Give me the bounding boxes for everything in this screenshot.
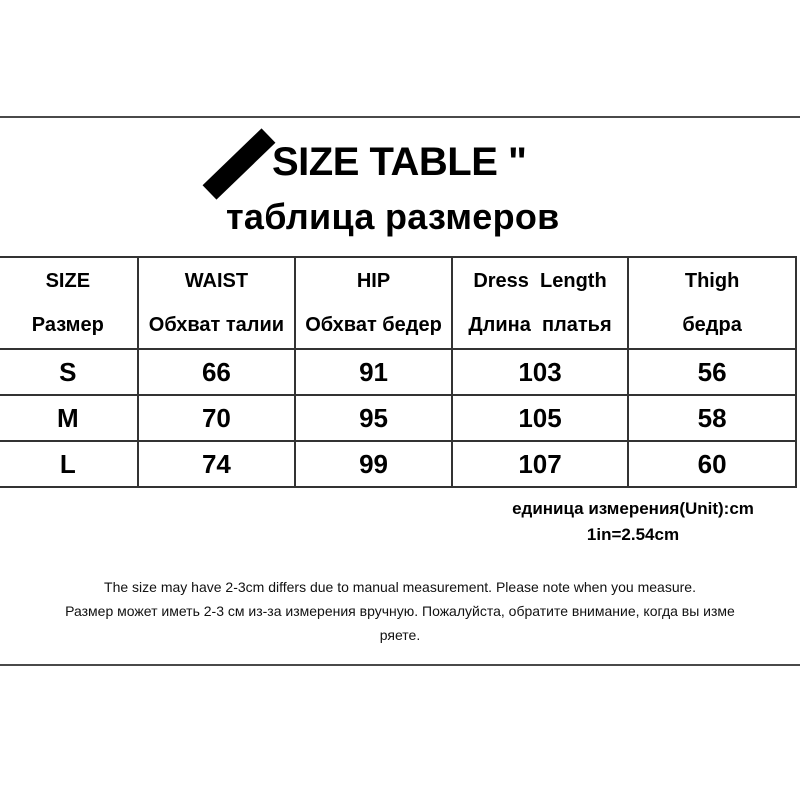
cell-dress-length: 107 bbox=[452, 441, 628, 487]
cell-size: L bbox=[0, 441, 138, 487]
unit-line: единица измерения(Unit):cm bbox=[512, 499, 754, 518]
table-row bbox=[0, 441, 796, 487]
header-cell-waist bbox=[138, 257, 296, 349]
header-label-ru: Длина платья bbox=[468, 314, 612, 336]
cell-size: S bbox=[0, 349, 138, 395]
bottom-divider bbox=[0, 664, 800, 666]
header-label-en: Thigh bbox=[684, 270, 740, 292]
cell-dress-length: 103 bbox=[452, 349, 628, 395]
cell-hip: 95 bbox=[295, 395, 452, 441]
header-cell-dress-length bbox=[452, 257, 628, 349]
header-label-en: WAIST bbox=[184, 270, 249, 292]
header-label-ru: Обхват талии bbox=[148, 314, 285, 336]
size-table bbox=[0, 256, 797, 488]
cell-thigh: 56 bbox=[628, 349, 796, 395]
top-divider bbox=[0, 116, 800, 118]
cell-waist: 70 bbox=[138, 395, 296, 441]
header-label-en: Dress Length bbox=[473, 270, 607, 292]
cell-size: M bbox=[0, 395, 138, 441]
cell-thigh: 60 bbox=[628, 441, 796, 487]
cell-thigh: 58 bbox=[628, 395, 796, 441]
table-row bbox=[0, 395, 796, 441]
header-cell-hip bbox=[295, 257, 452, 349]
header-label-ru: Обхват бедер bbox=[305, 314, 442, 336]
header-label-en: SIZE bbox=[45, 270, 91, 292]
page-title: SIZE TABLE " bbox=[272, 140, 527, 184]
cell-waist: 74 bbox=[138, 441, 296, 487]
header-label-ru: бедра bbox=[682, 314, 742, 336]
slash-decoration-icon bbox=[203, 128, 276, 199]
note-line-en: The size may have 2-3cm differs due to manual measurement. Please note when you measure. bbox=[104, 579, 696, 595]
cell-hip: 99 bbox=[295, 441, 452, 487]
table-row bbox=[0, 349, 796, 395]
page-subtitle: таблица размеров bbox=[226, 196, 560, 237]
cell-dress-length: 105 bbox=[452, 395, 628, 441]
header-label-en: HIP bbox=[356, 270, 391, 292]
conversion-line: 1in=2.54cm bbox=[586, 525, 680, 544]
header-label-ru: Размер bbox=[31, 314, 104, 336]
table-header-row bbox=[0, 257, 796, 349]
header-cell-size bbox=[0, 257, 138, 349]
cell-hip: 91 bbox=[295, 349, 452, 395]
unit-note bbox=[478, 496, 788, 548]
note-line-ru: Размер может иметь 2-3 см из-за измерения вручную. Пожалуйста, обратите внимание, когда вы изме bbox=[65, 603, 735, 619]
note-line-ru-continued: ряете. bbox=[379, 627, 421, 643]
measurement-note bbox=[0, 575, 800, 647]
header-cell-thigh bbox=[628, 257, 796, 349]
cell-waist: 66 bbox=[138, 349, 296, 395]
